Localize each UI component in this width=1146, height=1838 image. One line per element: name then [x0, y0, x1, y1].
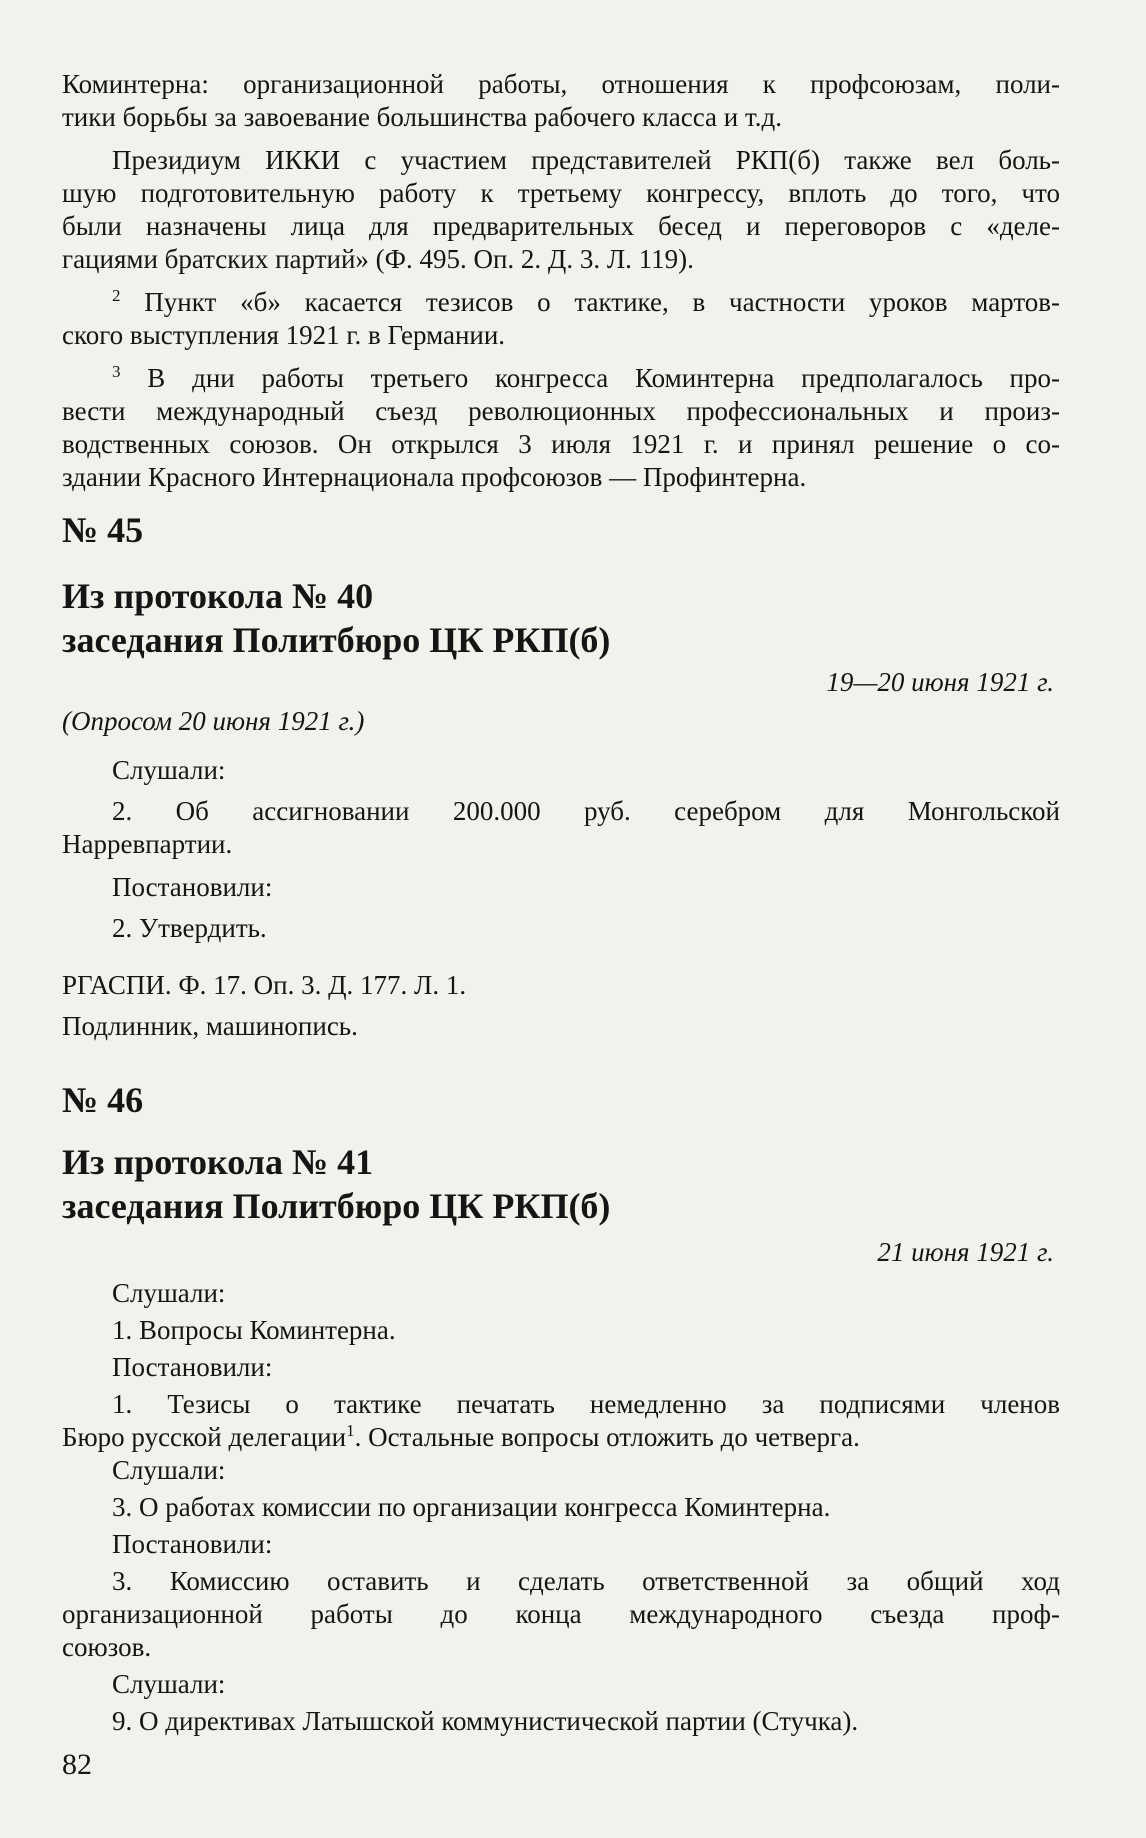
document-date: 21 июня 1921 г. [877, 1237, 1054, 1267]
text-line: были назначены лица для предварительных бесед и переговоров с «деле- [62, 211, 1060, 241]
original-note: Подлинник, машинопись. [62, 1011, 358, 1041]
text-line: тики борьбы за завоевание большинства рабочего класса и т.д. [62, 102, 782, 132]
text-line [62, 362, 1060, 395]
decided-label: Постановили: [112, 1529, 273, 1559]
heard-label: Слушали: [112, 755, 226, 785]
footnote-2 [62, 286, 1060, 352]
footnote-marker: 3 [112, 362, 121, 381]
text-line: шую подготовительную работу к третьему конгрессу, вплоть до того, что [62, 178, 1060, 208]
archive-reference: РГАСПИ. Ф. 17. Оп. 3. Д. 177. Л. 1. [62, 970, 467, 1000]
decision-text: организационной работы до конца международного съезда проф- [62, 1599, 1060, 1629]
voting-method: (Опросом 20 июня 1921 г.) [62, 706, 365, 736]
heard-label: Слушали: [112, 1278, 226, 1308]
agenda-item: Нарревпартии. [62, 829, 233, 859]
decision-text: 1. Тезисы о тактике печатать немедленно за подписями членов [112, 1389, 1060, 1419]
document-46 [62, 1078, 1060, 1738]
footnote-text: Пункт «б» касается тезисов о тактике, в частности уроков мартов- [144, 287, 1061, 317]
page-number: 82 [62, 1748, 92, 1781]
decided-label: Постановили: [112, 872, 273, 902]
heard-label: Слушали: [112, 1669, 226, 1699]
text-line: вести международный съезд революционных профессиональных и произ- [62, 396, 1060, 426]
agenda-item: 3. О работах комиссии по организации конгресса Коминтерна. [112, 1492, 831, 1522]
text-line: водственных союзов. Он открылся 3 июля 1921 г. и принял решение о со- [62, 429, 1060, 459]
text-line: Президиум ИККИ с участием представителей РКП(б) также вел боль- [112, 145, 1060, 175]
text-line: гациями братских партий» (Ф. 495. Оп. 2. Д. 3. Л. 119). [62, 244, 694, 274]
text-line: здании Красного Интернационала профсоюзов — Профинтерна. [62, 462, 807, 492]
text-line: ского выступления 1921 г. в Германии. [62, 320, 506, 350]
notes-section [62, 68, 1060, 504]
document-number: № 45 [62, 510, 144, 550]
footnote-marker: 1 [346, 1421, 355, 1440]
document-title: Из протокола № 40 [62, 576, 374, 616]
document-date: 19—20 июня 1921 г. [826, 667, 1054, 697]
document-title: Из протокола № 41 [62, 1142, 374, 1182]
heard-label: Слушали: [112, 1455, 226, 1485]
document-45 [62, 508, 1060, 1043]
note-paragraph-2 [62, 144, 1060, 276]
agenda-item: 9. О директивах Латышской коммунистической партии (Стучка). [112, 1706, 859, 1736]
document-title: заседания Политбюро ЦК РКП(б) [62, 620, 611, 660]
decision-text-part: Бюро русской делегации [62, 1422, 347, 1452]
footnote-text: В дни работы третьего конгресса Коминтерна предполагалось про- [147, 363, 1060, 393]
decided-label: Постановили: [112, 1352, 273, 1382]
agenda-item: 1. Вопросы Коминтерна. [112, 1315, 396, 1345]
decision-text [62, 1421, 1060, 1454]
decision-text: 3. Комиссию оставить и сделать ответственной за общий ход [112, 1566, 1060, 1596]
footnote-marker: 2 [112, 286, 121, 305]
decision-text-part: . Остальные вопросы отложить до четверга. [354, 1422, 860, 1452]
document-number: № 46 [62, 1080, 144, 1120]
note-paragraph-1 [62, 68, 1060, 134]
decision-text: 2. Утвердить. [112, 913, 267, 943]
footnote-3 [62, 362, 1060, 494]
text-line [62, 286, 1060, 319]
decision-text: союзов. [62, 1632, 152, 1662]
text-line: Коминтерна: организационной работы, отношения к профсоюзам, поли- [62, 69, 1060, 99]
agenda-item: 2. Об ассигновании 200.000 руб. серебром для Монгольской [112, 796, 1060, 826]
document-title: заседания Политбюро ЦК РКП(б) [62, 1186, 611, 1226]
